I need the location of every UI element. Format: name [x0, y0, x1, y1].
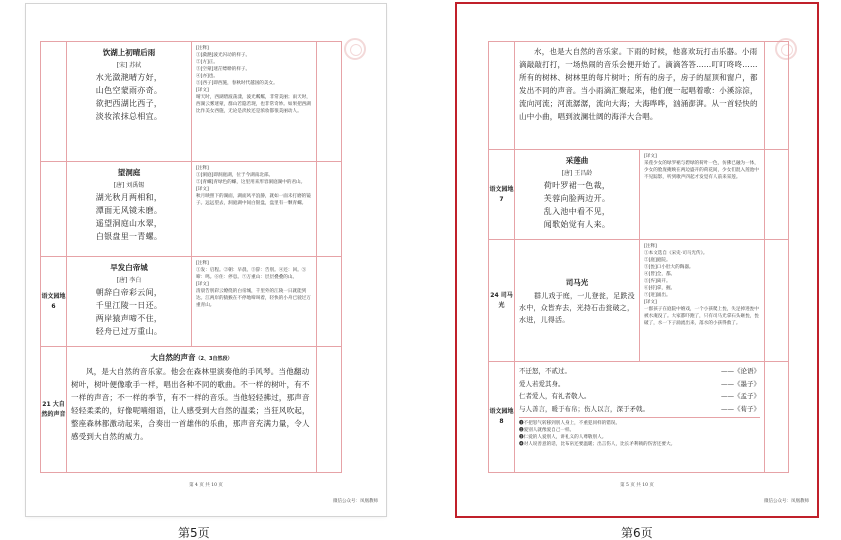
section-label: 语文园地 7 — [489, 150, 515, 239]
page-footer: 第 4 页 共 10 页 — [189, 483, 223, 488]
section-label: 21 大自然的声音 — [41, 347, 67, 472]
quote-item: 不迁怒，不贰过。 ——《论语》 — [519, 367, 760, 375]
watermark: 微信公众号：凤凰教师 — [764, 499, 809, 504]
poem-line: 山色空蒙雨亦奇。 — [95, 86, 163, 95]
poem-title: 饮湖上初晴后雨 — [102, 48, 156, 57]
essay-subtitle: （2、3自然段） — [195, 356, 233, 362]
poem-author: [唐] 李白 — [116, 277, 142, 284]
quote-item: 与人善言，暖于布帛；伤人以言，深于矛戟。 ——《荀子》 — [519, 404, 760, 413]
essay-paragraph: 风，是大自然的音乐家。他会在森林里演奏他的手风琴。当他翻动树叶，树叶便像歌手一样，唱出各种不同的歌曲。不一样的树叶，有不一样的声音；不一样的季节，有不一样的音乐。当他轻轻拂过，那声音轻轻柔柔的，好像呢喃细语，让人感受到大自然的温柔；当狂风吹起，整座森林都激动起来，合奏出一首雄伟的乐曲，那声音充满力量，令人感受到大自然的威力。 — [71, 367, 310, 441]
poem-line: 水光潋滟晴方好， — [95, 73, 163, 82]
page-caption: 第5页 — [178, 526, 210, 540]
essay-title: 司马光 — [565, 278, 589, 287]
essay-text: 群儿戏于庭，一儿登瓮，足跌没水中，众皆弃去，光持石击瓮破之，水迸，儿得活。 — [519, 292, 635, 324]
poem-title: 早发白帝城 — [110, 263, 148, 272]
poem-author: [唐] 王昌龄 — [561, 170, 593, 177]
content-grid: 水，也是大自然的音乐家。下雨的时候，他喜欢玩打击乐器。小雨滴敲敲打打，一场热闹的音乐会便开始了。滴滴答答……叮叮咚咚……所有的树林、树林里的每片树叶；所有的房子，房子的屋顶和窗户，都发出不同的声音。当小雨滴汇聚起来，他们便一起唱着歌：小溪淙淙，流向河流；河流潺潺，流向大海；大海哗哗，汹涌澎湃。从一首轻快的山中小曲，唱到波澜壮阔的海洋大合唱。 语文园地 7 采莲曲 [唐] 王昌龄 荷叶罗裙一色裁， 芙蓉向脸两边开。 乱入池中看不见， 闻歌始觉有人来。 [译文] 采莲少女的绿罗裙与碧绿的荷叶一色，仿佛已融为一体，少女的脸庞掩映在两边盛开的荷花间，少女们混入莲池中不见踪影，听到歌声四起才发觉有人前来采莲。 24 司马光 司马光 群儿戏于庭，一儿登瓮，足跌没水中，众皆弃去，光持石击瓮破之，水迸，儿得活。 [注释] ①本文选自《宋史·司马光传》。 ②[庭]庭院。 ③[瓮]口小肚大的陶器。 ④[皆]全，都。 ⑤[弃]离开。 ⑥[持]拿，握。 ⑦[迸]涌出。 [译文] 一群孩子在庭院中嬉戏，一个小孩爬上瓮，失足掉进瓮中被水淹没了。大家都吓跑了，只有司马光拿石头砸瓮，瓮破了，水一下子涌流出来，落水的小孩得救了。 语文园地 8 不迁怒，不贰过。 ——《论语》 爱人若爱其身。 ——《墨子》 仁者爱人，有礼者敬人。 ——《孟子》 与人善言，暖于布帛；伤人以言，深于矛戟。 ——《荀子》 ❶不把怒气转移到别人身上，不重犯同样的错误。 ❷爱别人就像爱自己一样。 ❸仁爱的人爱别人，讲礼义的人尊敬别人。 ❹对人说善意的话，比布帛还要温暖；出言伤人，比长矛利戟的伤害还要大。 — [488, 41, 789, 473]
decorative-stamp — [344, 38, 366, 60]
document-page-5[interactable] — [26, 4, 386, 516]
poem-author: [唐] 刘禹锡 — [113, 182, 145, 189]
section-label: 语文园地 8 — [489, 362, 515, 472]
quote-item: 仁者爱人，有礼者敬人。 ——《孟子》 — [519, 392, 760, 400]
essay-title: 大自然的声音 — [150, 353, 196, 362]
poem-line: 淡妆浓抹总相宜。 — [95, 112, 163, 121]
poem-row: 语文园地 6 早发白帝城 [唐] 李白 朝辞白帝彩云间， 千里江陵一日还。 两岸猿声啼不住， 轻舟已过万重山。 [注释] ①发：启程。②朝：早晨。③辞：告别。④还：回。⑤啼：鸣。⑥住：停息。⑦万重山：层层叠叠的山。 [译文] 清晨告别彩云缭绕的白帝城，千里外的江陵一日就能到达。江两岸的猿猴在不停地啼叫着，轻快的小舟已驶过万重青山。 — [41, 257, 341, 347]
poem-row: 望洞庭 [唐] 刘禹锡 湖光秋月两相和， 潭面无风镜未磨。 遥望洞庭山水翠， 白银盘里一青螺。 [注释] ①[洞庭]即洞庭湖，位于今湖南北部。 ②[青螺]青绿色的螺，这里用来形容洞庭湖中的君山。 [译文] 秋月映照下的湖面，湖面风平浪静，就如一面未打磨的镜子。远远望去，洞庭湖中间白银盘，盘里有一颗青螺。 — [41, 162, 341, 257]
poem-line: 欲把西湖比西子， — [95, 99, 163, 108]
poem-author: [宋] 苏轼 — [116, 62, 142, 69]
poem-title: 望洞庭 — [117, 168, 141, 177]
quote-item: 爱人若爱其身。 ——《墨子》 — [519, 379, 760, 388]
poem-row: 饮湖上初晴后雨 [宋] 苏轼 水光潋滟晴方好， 山色空蒙雨亦奇。 欲把西湖比西子， 淡妆浓抹总相宜。 [注释] ①[潋滟]波光闪动的样子。 ②[方]正。 ③[空蒙]迷茫缥缈的样子。 ④[亦]也。 ⑤[西子]即西施，春秋时代越国的美女。 [译文] 晴天时，西湖碧波荡漾，波光粼粼，非常美丽；雨天时，西湖云雾迷蒙，群山若隐若现，也非常奇妙。如果把西湖比作美女西施，无论是淡妆还是浓妆都很美丽动人。 — [41, 42, 341, 162]
watermark: 微信公众号：凤凰教师 — [333, 499, 378, 504]
page-footer: 第 5 页 共 10 页 — [620, 483, 654, 488]
content-grid — [40, 41, 342, 473]
section-label: 24 司马光 — [489, 240, 515, 361]
poem-title: 采莲曲 — [565, 156, 589, 165]
document-page-6[interactable] — [457, 4, 817, 516]
essay-row — [41, 347, 341, 472]
essay-paragraph: 水，也是大自然的音乐家。下雨的时候，他喜欢玩打击乐器。小雨滴敲敲打打，一场热闹的音乐会便开始了。滴滴答答……叮叮咚咚……所有的树林、树林里的每片树叶；所有的房子，房子的屋顶和窗户，都发出不同的声音。当小雨滴汇聚起来，他们便一起唱着歌：小溪淙淙，流向河流；河流潺潺，流向大海；大海哗哗，汹涌澎湃。从一首轻快的山中小曲，唱到波澜壮阔的海洋大合唱。 — [519, 47, 758, 121]
section-label: 语文园地 6 — [41, 257, 67, 346]
page-caption: 第6页 — [621, 526, 653, 540]
